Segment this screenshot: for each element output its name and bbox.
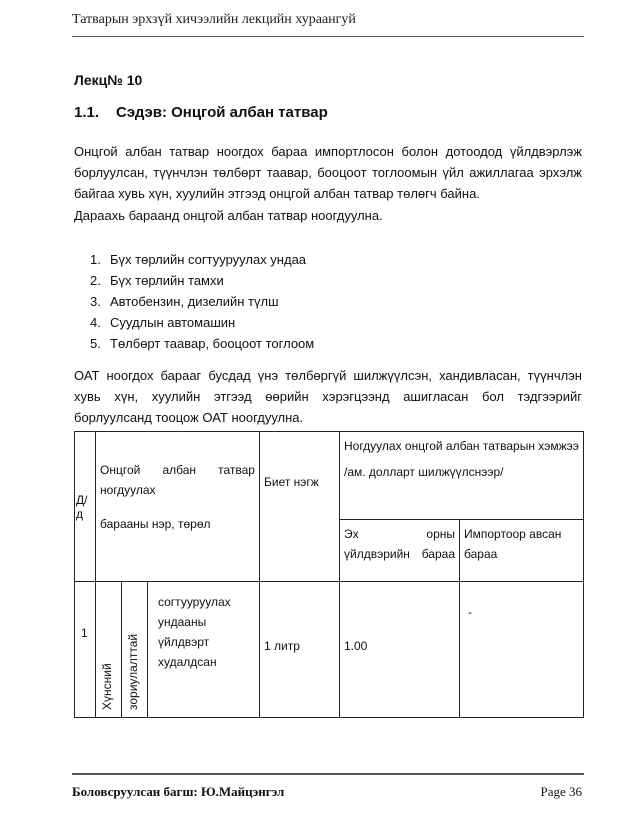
group-label-a: Хүнсний (100, 663, 114, 710)
cell-group-b (122, 582, 148, 718)
header-cell-domestic (340, 520, 460, 582)
column-header-unit: Биет нэгж (264, 475, 319, 489)
paragraph-2: Дараахь бараанд онцгой албан татвар ноогдуулна. (74, 208, 383, 223)
list-item-text: Бүх төрлийн тамхи (110, 273, 224, 288)
lecture-number: Лекц№ 10 (74, 72, 143, 88)
column-header-no: Д/д (76, 492, 88, 521)
section-title: Сэдэв: Онцгой албан татвар (116, 104, 328, 121)
list-item (90, 291, 314, 312)
header-cell-name (96, 432, 260, 582)
item-import-rate: - (468, 605, 472, 619)
header-word: Онцгой (100, 463, 141, 477)
cell-unit (260, 582, 340, 718)
column-header-name-line2: ногдуулах (100, 483, 156, 497)
cell-domestic (340, 582, 460, 718)
table-row (75, 582, 584, 718)
list-item (90, 270, 314, 291)
cell-no (75, 582, 96, 718)
list-item-text: Төлбөрт таавар, бооцоот тоглоом (110, 336, 315, 351)
header-word: албан (162, 463, 197, 477)
section-number: 1.1. (74, 104, 100, 121)
list-item-number: 2. (90, 273, 101, 288)
column-header-rate: Ногдуулах онцгой албан татварын хэмжээ (344, 439, 579, 453)
header-divider (72, 36, 584, 37)
list-item-text: Автобензин, дизелийн түлш (110, 294, 279, 309)
footer-author: Боловсруулсан багш: Ю.Майцэнгэл (72, 784, 285, 799)
running-header: Татварын эрхзүй хичээлийн лекцийн хураангуй (72, 12, 356, 27)
paragraph-1: Онцгой албан татвар ноогдох бараа импортлосон болон дотоодод үйлдвэрлэж борлуулсан, түүнчлэн төлбөрт таавар, бооцоот тоглоомын үйл ажиллагаа эрхэлж байгаа хувь хүн, хуулийн этгээд онцгой албан татвар төлөгч байна. (74, 144, 582, 201)
list-item (90, 333, 314, 354)
cell-import (460, 582, 584, 718)
header-cell-unit (260, 432, 340, 582)
section-heading (74, 104, 328, 121)
header-word: татвар (218, 463, 255, 477)
column-header-domestic (340, 520, 459, 568)
item-name: согтууруулах ундааны үйлдвэрт худалдсан (158, 595, 231, 669)
column-header-name-line1 (100, 460, 255, 480)
page-number: Page 36 (540, 784, 582, 799)
paragraph-3: ОАТ ноогдох барааг бусдад үнэ төлбөргүй шилжүүлсэн, хандивласан, түүнчлэн хувь хүн, хуулийн этгээд өөрийн хэрэгцээнд ашигласан бол тэдгээрийг борлуулсанд тооцож ОАТ ноогдуулна. (74, 368, 582, 425)
list-item-text: Суудлын автомашин (110, 315, 236, 330)
column-header-import: Импортоор авсан бараа (464, 527, 562, 561)
excise-tax-table (74, 431, 584, 718)
goods-list (90, 249, 314, 354)
footer-divider (72, 773, 584, 775)
cell-group-a (96, 582, 122, 718)
list-item-number: 1. (90, 252, 101, 267)
header-cell-rate (340, 432, 584, 520)
list-item (90, 312, 314, 333)
domestic-label: Эх орны үйлдвэрийн бараа (344, 527, 455, 561)
group-label-b: зориулалттай (126, 633, 140, 710)
header-cell-no (75, 432, 96, 582)
list-item-text: Бүх төрлийн согтууруулах ундаа (110, 252, 307, 267)
item-domestic-rate: 1.00 (344, 639, 368, 653)
row-number: 1 (81, 626, 88, 640)
list-item-number: 5. (90, 336, 101, 351)
column-header-name-line3: барааны нэр, төрөл (100, 517, 211, 531)
column-header-rate-note: /ам. долларт шилжүүлснээр/ (344, 465, 504, 479)
list-item-number: 4. (90, 315, 101, 330)
item-unit: 1 литр (264, 639, 300, 653)
list-item-number: 3. (90, 294, 101, 309)
header-cell-import (460, 520, 584, 582)
list-item (90, 249, 314, 270)
cell-item-name (148, 582, 260, 718)
